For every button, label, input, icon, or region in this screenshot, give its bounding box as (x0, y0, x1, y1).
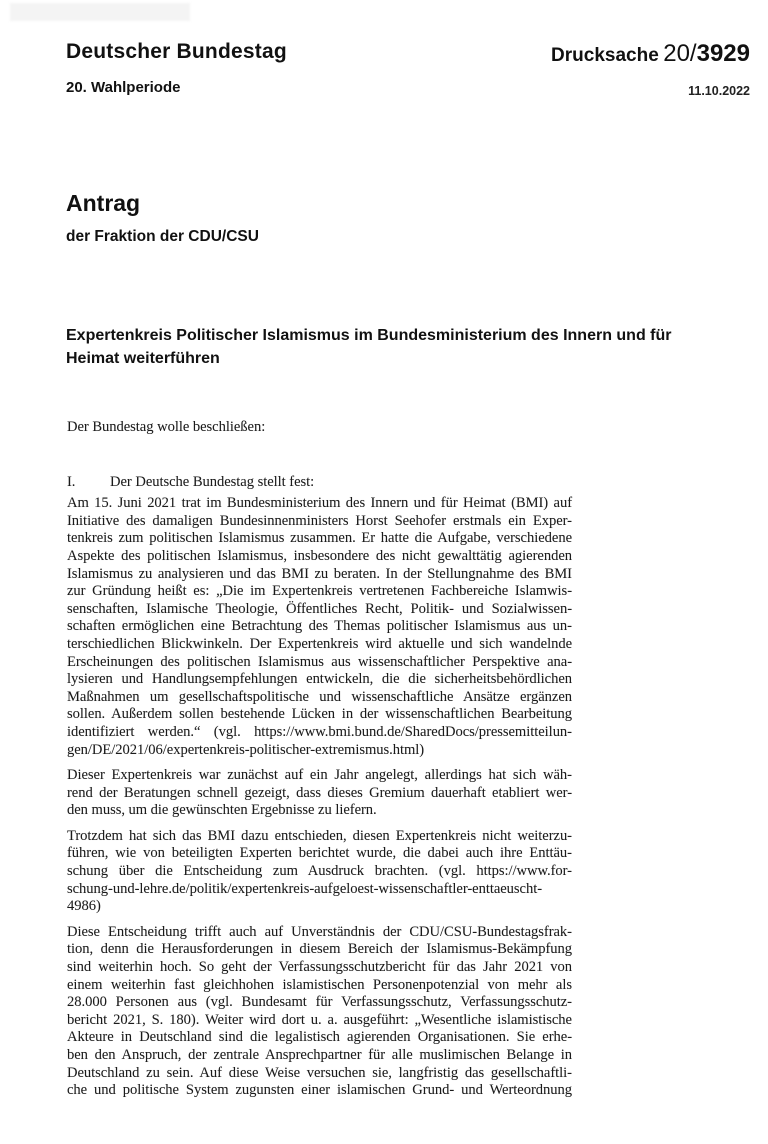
text-line: bericht 2021, S. 180). Weiter wird dort u. a. ausgeführt: „Wesentliche islamistische (67, 1011, 572, 1028)
text-line: lysieren und Handlungsempfehlungen entwickeln, die die sicherheitsbehördlichen (67, 671, 572, 688)
text-line: senschaften, Islamische Theologie, Öffentliches Recht, Politik- und Sozialwissen- (67, 600, 572, 617)
section-heading-text: Der Deutsche Bundestag stellt fest: (110, 473, 315, 490)
drucksache-number: 3929 (696, 40, 750, 67)
text-line: tenkreis zum politischen Islamismus zusammen. Er hatte die Aufgabe, verschiedene (67, 530, 572, 547)
document-id-block (551, 40, 750, 98)
text-line: zur Gründung heißt es: „Die im Expertenkreis vertretenen Fachbereiche Islamwis- (67, 583, 572, 600)
motion-fraction: der Fraktion der CDU/CSU (66, 228, 259, 245)
text-line: Akteure in Deutschland sind die legalistisch agierenden Organisationen. Sie erhe- (67, 1029, 572, 1046)
text-line: Trotzdem hat sich das BMI dazu entschieden, diesen Expertenkreis nicht weiterzu- (67, 827, 572, 844)
text-line: Dieser Expertenkreis war zunächst auf ein Jahr angelegt, allerdings hat sich wäh- (67, 767, 572, 784)
paragraph (67, 828, 572, 916)
motion-title-line-1: Expertenkreis Politischer Islamismus im Bundesministerium des Innern und für (66, 327, 672, 344)
scan-artifact (10, 3, 190, 21)
text-line: schung über die Entscheidung zum Ausdruck brachten. (vgl. https://www.for- (67, 863, 572, 880)
text-line: führen, wie von beteiligten Experten berichtet wurde, die dabei auch ihre Enttäu- (67, 845, 572, 862)
text-line: gen/DE/2021/06/expertenkreis-politischer-extremismus.html) (67, 741, 425, 758)
text-line: 4986) (67, 898, 101, 915)
text-line: schaften ermöglichen eine Betrachtung des Themas politischer Islamismus aus un- (67, 618, 572, 635)
drucksache-number-prefix: 20/ (663, 40, 697, 67)
text-line: identifiziert werden.“ (vgl. https://www.bmi.bund.de/SharedDocs/pressemitteilun- (67, 723, 572, 740)
text-line: rend der Beratungen schnell gezeigt, dass dieses Gremium dauerhaft etabliert wer- (67, 784, 572, 801)
text-line: Initiative des damaligen Bundesinnenministers Horst Seehofer erstmals ein Exper- (67, 512, 572, 529)
text-line: sollen. Außerdem sollen bestehende Lücken in der wissenschaftlichen Bearbeitung (67, 706, 572, 723)
document-body (67, 419, 572, 1100)
text-line: terschiedlichen Blickwinkeln. Der Expertenkreis wird aktuelle und sich wandelnde (67, 635, 572, 652)
text-line: Am 15. Juni 2021 trat im Bundesministerium des Innern und für Heimat (BMI) auf (67, 495, 572, 512)
text-line: den muss, um die gewünschten Ergebnisse zu liefern. (67, 802, 377, 819)
text-line: sind weiterhin hoch. So geht der Verfassungsschutzbericht für das Jahr 2021 von (67, 959, 572, 976)
text-line: Aspekte des politischen Islamismus, insbesondere des nicht gewalttätig agierenden (67, 547, 572, 564)
text-line: schung-und-lehre.de/politik/expertenkreis-aufgeloest-wissenschaftler-enttaeuscht- (67, 880, 543, 897)
drucksache-label: Drucksache (551, 45, 659, 66)
paragraph (67, 767, 572, 820)
paragraph (67, 495, 572, 759)
resolution-intro: Der Bundestag wolle beschließen: (67, 419, 266, 435)
text-line: 28.000 Personen aus (vgl. Bundesamt für Verfassungsschutz, Verfassungsschutz- (67, 994, 572, 1011)
paragraph (67, 924, 572, 1100)
motion-title (66, 324, 746, 370)
text-line: tion, denn die Herausforderungen in diesem Bereich der Islamismus-Bekämpfung (67, 941, 572, 958)
section-heading (67, 474, 572, 492)
text-line: Diese Entscheidung trifft auch auf Unverständnis der CDU/CSU-Bundestagsfrak- (67, 923, 572, 940)
text-line: che und politische System zugunsten einer islamischen Grund- und Werteordnung (67, 1082, 572, 1099)
motion-title-line-2: Heimat weiterführen (66, 350, 220, 367)
paragraphs (67, 495, 572, 1100)
text-line: Islamismus zu analysieren und das BMI zu beraten. In der Stellungnahme des BMI (67, 565, 572, 582)
text-line: Deutschland zu sein. Auf diese Weise versuchen sie, langfristig das gesellschaftli- (67, 1064, 572, 1081)
text-line: einem weiterhin fast gleichhohen islamistischen Personenpotenzial von mehr als (67, 976, 572, 993)
text-line: Maßnahmen um gesellschaftspolitische und wissenschaftliche Ansätze ergänzen (67, 688, 572, 705)
motion-kind-heading: Antrag (66, 190, 141, 216)
drucksache-line (551, 40, 750, 68)
document-date: 11.10.2022 (688, 84, 750, 98)
legislative-period: 20. Wahlperiode (66, 79, 181, 96)
institution-name: Deutscher Bundestag (66, 40, 287, 63)
text-line: ben den Anspruch, der zentrale Ansprechpartner für alle muslimischen Belange in (67, 1047, 572, 1063)
text-line: Erscheinungen des politischen Islamismus aus wissenschaftlicher Perspektive ana- (67, 653, 572, 670)
section-number: I. (67, 473, 76, 490)
